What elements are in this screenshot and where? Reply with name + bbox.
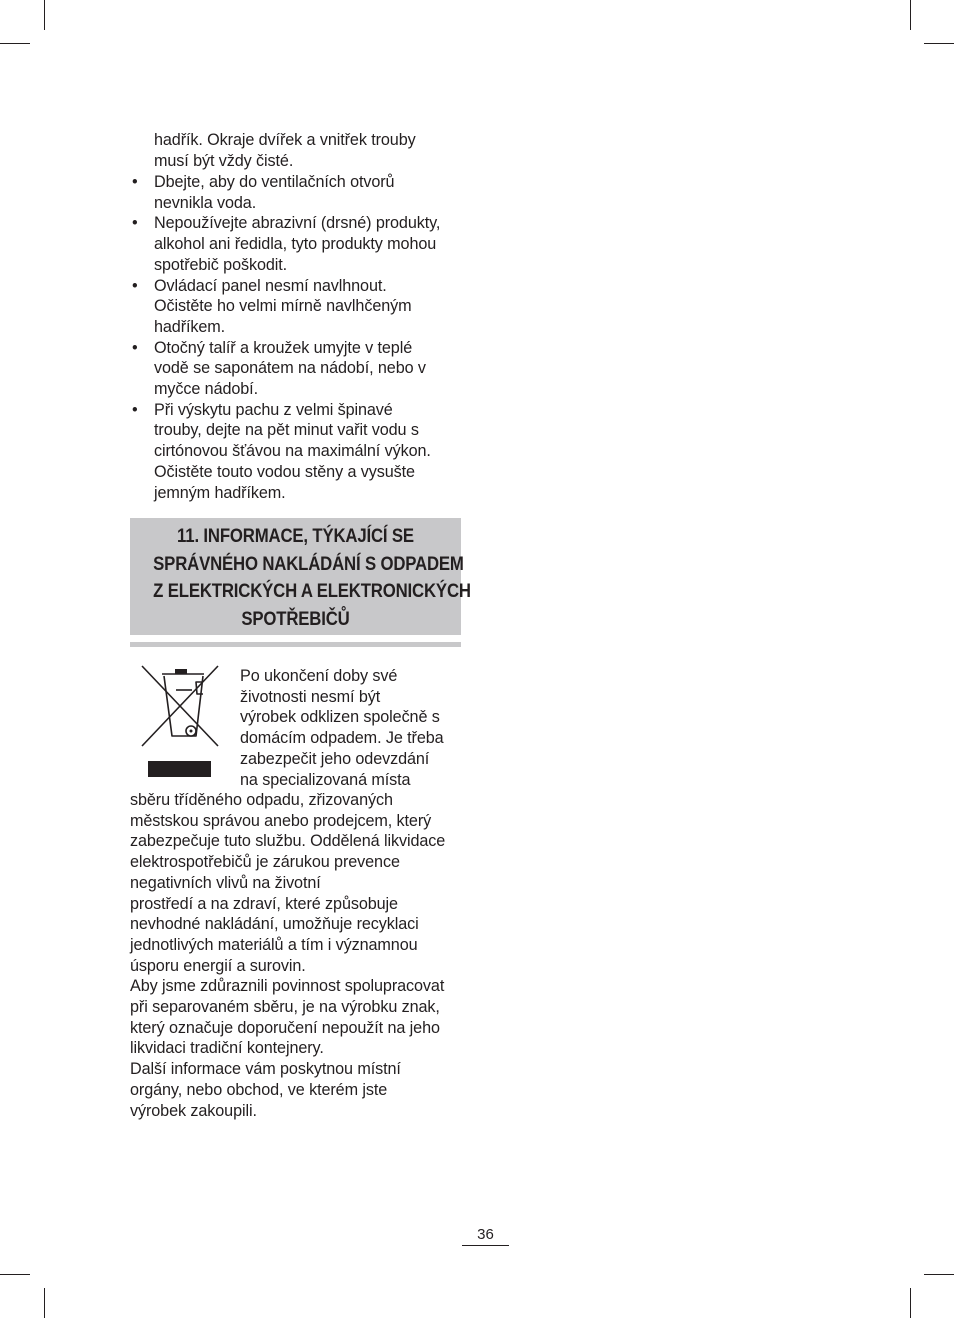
crop-mark	[0, 1274, 30, 1275]
section-heading-line: Z ELEKTRICKÝCH A ELEKTRONICKÝCH	[153, 580, 471, 602]
crop-mark	[924, 43, 954, 44]
disposal-line: Po ukončení doby své	[240, 667, 398, 685]
bullet-item	[130, 338, 470, 400]
disposal-line: sběru tříděného odpadu, zřizovaných	[130, 791, 393, 809]
intro-continuation-line: hadřík. Okraje dvířek a vnitřek trouby	[154, 131, 416, 149]
disposal-line: elektrospotřebičů je zárukou prevence	[130, 853, 400, 872]
section-heading	[130, 518, 471, 635]
section-heading-line: SPOTŘEBIČŮ	[241, 607, 350, 630]
bullet-line: Ovládací panel nesmí navlhnout.	[154, 276, 387, 295]
disposal-line: zabezpečuje tuto službu. Oddělená likvidace	[130, 832, 446, 851]
bullet-dot: •	[132, 338, 138, 357]
section-heading-line: SPRÁVNÉHO NAKLÁDÁNÍ S ODPADEM	[153, 552, 464, 575]
section-heading-line: 11. INFORMACE, TÝKAJÍCÍ SE	[177, 525, 414, 547]
disposal-line: nevhodné nakládání, umožňuje recyklaci	[130, 915, 419, 934]
bullet-line: nevnikla voda.	[154, 193, 257, 212]
bullet-line: spotřebič poškodit.	[154, 255, 288, 274]
disposal-paragraph	[130, 790, 445, 1121]
bullet-line: cirtónovou šťávou na maximální výkon.	[154, 442, 431, 461]
disposal-line: úsporu energií a surovin.	[130, 956, 306, 975]
disposal-line: na specializovaná místa	[240, 770, 411, 789]
disposal-line: Další informace vám poskytnou místní	[130, 1060, 401, 1079]
disposal-line: likvidaci tradiční kontejnery.	[130, 1039, 324, 1058]
bullet-line: Očistěte touto vodou stěny a vysušte	[154, 462, 415, 481]
disposal-line: zabezpečit jeho odevzdání	[240, 749, 430, 768]
crossed-out-wheelie-bin-icon	[138, 662, 224, 782]
disposal-line: při separovaném sběru, je na výrobku znak,	[130, 998, 440, 1017]
bullet-item	[130, 276, 470, 338]
bullet-line: myčce nádobí.	[154, 380, 258, 399]
bullet-line: alkohol ani ředidla, tyto produkty mohou	[154, 235, 437, 254]
bullet-line: Očistěte ho velmi mírně navlhčeným	[154, 297, 412, 316]
bullet-dot: •	[132, 214, 138, 233]
page-number: 36	[477, 1226, 494, 1243]
disposal-line: který označuje doporučení nepoužít na jeho	[130, 1018, 440, 1037]
disposal-line: orgány, nebo obchod, ve kterém jste	[130, 1080, 388, 1099]
disposal-line: negativních vlivů na životní	[130, 873, 321, 892]
bullet-dot: •	[132, 400, 138, 419]
intro-continuation-line: musí být vždy čisté.	[154, 152, 294, 170]
disposal-line: Aby jsme zdůraznili povinnost spolupracovat	[130, 977, 445, 996]
bullet-item	[130, 400, 470, 504]
crop-mark	[0, 43, 30, 44]
bullet-item	[130, 172, 470, 213]
crop-mark	[924, 1274, 954, 1275]
cleaning-bullet-list	[130, 172, 470, 503]
bullet-dot: •	[132, 173, 138, 191]
crop-mark	[910, 1288, 911, 1318]
heading-rule	[130, 642, 461, 647]
crop-mark	[44, 1288, 45, 1318]
bullet-line: Nepoužívejte abrazivní (drsné) produkty,	[154, 214, 441, 233]
bullet-line: Dbejte, aby do ventilačních otvorů	[154, 173, 395, 191]
bullet-line: Při výskytu pachu z velmi špinavé	[154, 400, 393, 419]
bullet-line: jemným hadříkem.	[154, 483, 286, 502]
bullet-line: Otočný talíř a kroužek umyjte v teplé	[154, 338, 413, 357]
crop-mark	[910, 0, 911, 30]
page-number-rule	[462, 1245, 509, 1246]
bullet-line: vodě se saponátem na nádobí, nebo v	[154, 359, 426, 378]
disposal-line: výrobek odklizen společně s	[240, 708, 440, 727]
disposal-line: domácím odpadem. Je třeba	[240, 729, 444, 748]
crop-mark	[44, 0, 45, 30]
disposal-paragraph-beside-icon	[240, 666, 444, 790]
disposal-line: městskou správou anebo prodejcem, který	[130, 811, 432, 830]
bullet-item	[130, 213, 470, 275]
bullet-dot: •	[132, 276, 138, 295]
disposal-line: prostředí a na zdraví, které způsobuje	[130, 894, 398, 913]
disposal-line: jednotlivých materiálů a tím i významnou	[130, 935, 418, 954]
bullet-line: trouby, dejte na pět minut vařit vodu s	[154, 421, 419, 440]
disposal-line: životnosti nesmí být	[240, 687, 381, 706]
disposal-line: výrobek zakoupili.	[130, 1101, 257, 1120]
bullet-line: hadříkem.	[154, 317, 226, 336]
